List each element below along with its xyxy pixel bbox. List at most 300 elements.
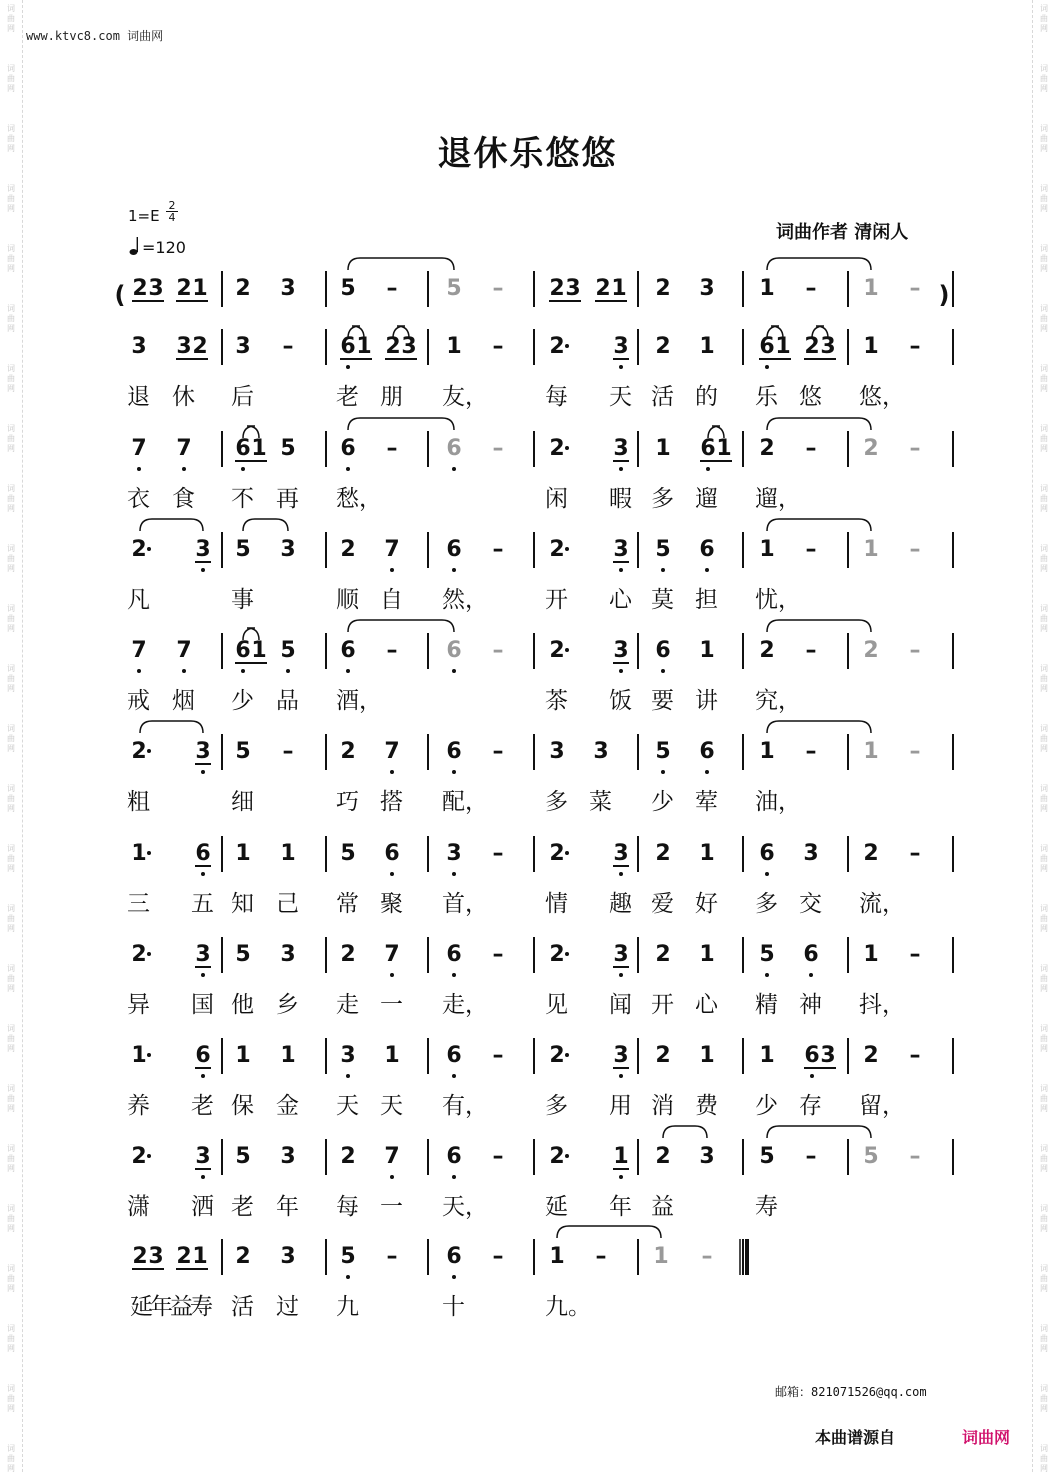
lyric-word: 老: [191, 1093, 214, 1119]
note-digit: 2: [131, 942, 147, 967]
lyric-word: 益: [651, 1194, 674, 1220]
watermark-text: 词 曲 网: [1040, 304, 1048, 333]
note-digit: 3: [195, 942, 211, 967]
note-digit: 3: [280, 942, 296, 967]
augmentation-dot: [147, 851, 151, 855]
note-digit: 3: [280, 1144, 296, 1169]
note-digit: 2: [549, 942, 565, 967]
lyric-word: 闻: [609, 992, 632, 1018]
dash-extension: –: [701, 1244, 713, 1269]
octave-dot-below: [765, 973, 769, 977]
lyric-word: 多: [545, 789, 568, 815]
note-digit: 3: [280, 276, 296, 301]
note-digit: 3: [195, 537, 211, 562]
watermark-text: 词 曲 网: [7, 1324, 15, 1353]
lyric-word: 担: [695, 587, 718, 613]
watermark-text: 词 曲 网: [1040, 124, 1048, 153]
lyric-word: 遛，: [755, 486, 801, 512]
octave-dot-below: [346, 669, 350, 673]
lyric-word: 多: [755, 891, 778, 917]
note-digit: 6: [340, 334, 356, 359]
note-digit: 2: [655, 942, 671, 967]
octave-dot-below: [346, 467, 350, 471]
watermark-text: 词 曲 网: [7, 664, 15, 693]
octave-dot-below: [619, 467, 623, 471]
octave-dot-below: [452, 1074, 456, 1078]
octave-dot-below: [619, 1074, 623, 1078]
note-digit: 1: [863, 537, 879, 562]
note-digit: 1: [384, 1043, 400, 1068]
dash-extension: –: [492, 1043, 504, 1068]
octave-dot-below: [241, 669, 245, 673]
note-digit: 3: [820, 334, 836, 359]
note-digit: 3: [235, 334, 251, 359]
lyric-word: 遛: [695, 486, 718, 512]
octave-dot-below: [390, 973, 394, 977]
tempo-marking: =120: [142, 238, 186, 257]
octave-dot-below: [346, 365, 350, 369]
dash-extension: –: [805, 638, 817, 663]
lyric-word: 一: [380, 992, 403, 1018]
watermark-text: 词 曲 网: [1040, 244, 1048, 273]
note-digit: 6: [446, 1244, 462, 1269]
note-digit: 6: [699, 537, 715, 562]
note-digit: 5: [863, 1144, 879, 1169]
augmentation-dot: [147, 1154, 151, 1158]
tie-slur: [243, 519, 288, 531]
note-digit: 7: [384, 1144, 400, 1169]
lyric-word: 存: [799, 1093, 822, 1119]
lyric-word: 聚: [380, 891, 403, 917]
dash-extension: –: [909, 276, 921, 301]
note-digit: 1: [655, 436, 671, 461]
lyric-word: 每: [336, 1194, 359, 1220]
note-digit: 5: [280, 638, 296, 663]
watermark-text: 词 曲 网: [7, 964, 15, 993]
dash-extension: –: [282, 334, 294, 359]
augmentation-dot: [147, 952, 151, 956]
augmentation-dot: [147, 749, 151, 753]
octave-dot-below: [452, 467, 456, 471]
tie-slur: [348, 258, 454, 270]
lyric-word: 天: [380, 1093, 403, 1119]
note-digit: 2: [863, 436, 879, 461]
watermark-text: 词 曲 网: [1040, 604, 1048, 633]
note-digit: 3: [699, 276, 715, 301]
note-digit: 5: [759, 1144, 775, 1169]
open-parenthesis: (: [114, 281, 126, 309]
tie-slur: [767, 620, 871, 632]
lyric-word: 粗: [127, 789, 150, 815]
lyric-word: 后: [231, 384, 254, 410]
note-digit: 6: [446, 739, 462, 764]
note-digit: 2: [804, 334, 820, 359]
note-digit: 2: [340, 739, 356, 764]
note-digit: 2: [759, 638, 775, 663]
octave-dot-below: [286, 669, 290, 673]
lyric-word: 流，: [859, 891, 905, 917]
note-digit: 6: [446, 1043, 462, 1068]
lyric-word: 乡: [276, 992, 299, 1018]
lyric-word: 再: [276, 486, 299, 512]
octave-dot-below: [705, 770, 709, 774]
lyric-word: 品: [276, 688, 299, 714]
lyric-word: 暇: [609, 486, 632, 512]
note-digit: 2: [132, 1244, 148, 1269]
octave-dot-below: [661, 568, 665, 572]
dash-extension: –: [492, 638, 504, 663]
note-digit: 1: [863, 334, 879, 359]
watermark-text: 词 曲 网: [1040, 664, 1048, 693]
watermark-text: 词 曲 网: [1040, 184, 1048, 213]
lyric-word: 烟: [172, 688, 195, 714]
note-digit: 6: [446, 942, 462, 967]
note-digit: 3: [401, 334, 417, 359]
dash-extension: –: [492, 1244, 504, 1269]
watermark-text: 词 曲 网: [7, 1384, 15, 1413]
dash-extension: –: [909, 537, 921, 562]
note-digit: 2: [131, 739, 147, 764]
note-digit: 3: [195, 739, 211, 764]
note-digit: 7: [176, 638, 192, 663]
octave-dot-below: [452, 973, 456, 977]
watermark-text: 词 曲 网: [7, 784, 15, 813]
note-digit: 1: [131, 1043, 147, 1068]
lyric-word: 活: [231, 1294, 254, 1320]
note-digit: 2: [863, 638, 879, 663]
key-signature: 1=E: [128, 207, 160, 225]
lyric-word: 搭: [380, 789, 403, 815]
octave-dot-below: [661, 770, 665, 774]
lyric-word: 用: [609, 1093, 632, 1119]
octave-dot-below: [201, 973, 205, 977]
octave-dot-below: [241, 467, 245, 471]
note-digit: 5: [280, 436, 296, 461]
octave-dot-below: [619, 669, 623, 673]
lyric-word: 多: [651, 486, 674, 512]
note-digit: 2: [235, 1244, 251, 1269]
lyric-word: 天: [609, 384, 632, 410]
dash-extension: –: [492, 276, 504, 301]
octave-dot-below: [390, 568, 394, 572]
lyric-word: 少: [755, 1093, 778, 1119]
dash-extension: –: [805, 739, 817, 764]
note-digit: 5: [759, 942, 775, 967]
lyric-word: 事: [231, 587, 254, 613]
watermark-text: 词 曲 网: [7, 304, 15, 333]
lyric-word: 配，: [442, 789, 488, 815]
octave-dot-below: [619, 872, 623, 876]
lyric-word: 常: [336, 891, 359, 917]
note-digit: 6: [804, 1043, 820, 1068]
note-digit: 6: [384, 841, 400, 866]
lyric-word: 潇: [127, 1194, 150, 1220]
lyric-word: 神: [799, 992, 822, 1018]
note-digit: 1: [653, 1244, 669, 1269]
dash-extension: –: [909, 638, 921, 663]
note-digit: 3: [280, 1244, 296, 1269]
lyric-word: 异: [127, 992, 150, 1018]
dash-extension: –: [595, 1244, 607, 1269]
note-digit: 1: [235, 1043, 251, 1068]
lyric-word: 情: [545, 891, 568, 917]
note-digit: 2: [655, 1144, 671, 1169]
lyric-word: 茶: [545, 688, 568, 714]
note-digit: 1: [192, 1244, 208, 1269]
lyric-word: 食: [172, 486, 195, 512]
watermark-text: 词 曲 网: [7, 1084, 15, 1113]
note-digit: 3: [613, 638, 629, 663]
watermark-text: 词 曲 网: [1040, 544, 1048, 573]
note-digit: 1: [699, 942, 715, 967]
note-digit: 2: [549, 537, 565, 562]
watermark-text: 词 曲 网: [1040, 424, 1048, 453]
watermark-text: 词 曲 网: [7, 424, 15, 453]
note-digit: 1: [759, 739, 775, 764]
note-digit: 2: [340, 537, 356, 562]
note-digit: 2: [759, 436, 775, 461]
octave-dot-below: [390, 770, 394, 774]
lyric-word: 细: [231, 789, 254, 815]
note-digit: 3: [280, 537, 296, 562]
tie-slur: [140, 721, 203, 733]
note-digit: 6: [235, 638, 251, 663]
note-digit: 2: [131, 1144, 147, 1169]
lyric-word: 然，: [442, 587, 488, 613]
lyric-word: 愁，: [336, 486, 382, 512]
watermark-text: 词 曲 网: [1040, 4, 1048, 33]
note-digit: 3: [699, 1144, 715, 1169]
lyric-word: 过: [276, 1294, 299, 1320]
note-digit: 6: [235, 436, 251, 461]
tie-slur: [767, 519, 871, 531]
note-digit: 5: [235, 537, 251, 562]
watermark-text: 词 曲 网: [7, 724, 15, 753]
lyric-word: 九: [336, 1294, 359, 1320]
note-digit: 6: [446, 537, 462, 562]
lyric-word: 菜: [589, 789, 612, 815]
lyric-word: 寿: [755, 1194, 778, 1220]
note-digit: 7: [384, 537, 400, 562]
note-digit: 3: [613, 1043, 629, 1068]
lyric-word: 他: [231, 992, 254, 1018]
octave-dot-below: [201, 1074, 205, 1078]
octave-dot-below: [201, 1175, 205, 1179]
lyric-word: 心: [609, 587, 632, 613]
note-digit: 2: [385, 334, 401, 359]
note-digit: 1: [775, 334, 791, 359]
note-digit: 2: [176, 1244, 192, 1269]
octave-dot-below: [452, 770, 456, 774]
lyric-word: 讲: [695, 688, 718, 714]
note-digit: 3: [565, 276, 581, 301]
octave-dot-below: [705, 568, 709, 572]
lyric-word: 交: [799, 891, 822, 917]
note-digit: 3: [148, 276, 164, 301]
watermark-text: 词 曲 网: [1040, 364, 1048, 393]
note-digit: 5: [235, 739, 251, 764]
lyric-word: 悠: [799, 384, 822, 410]
tie-slur: [348, 620, 454, 632]
octave-dot-below: [201, 872, 205, 876]
note-digit: 2: [340, 1144, 356, 1169]
note-digit: 2: [655, 334, 671, 359]
site-url: www.ktvc8.com 词曲网: [26, 29, 164, 43]
note-digit: 1: [280, 841, 296, 866]
tie-slur: [348, 418, 454, 430]
octave-dot-below: [619, 568, 623, 572]
note-digit: 6: [655, 638, 671, 663]
octave-dot-below: [137, 669, 141, 673]
note-digit: 2: [192, 334, 208, 359]
octave-dot-below: [810, 1074, 814, 1078]
octave-dot-below: [809, 973, 813, 977]
note-digit: 1: [699, 638, 715, 663]
lyric-word: 少: [651, 789, 674, 815]
octave-dot-below: [661, 669, 665, 673]
note-digit: 2: [863, 841, 879, 866]
lyric-word: 国: [191, 992, 214, 1018]
note-digit: 7: [384, 739, 400, 764]
dash-extension: –: [492, 436, 504, 461]
note-digit: 2: [549, 436, 565, 461]
note-digit: 2: [549, 1144, 565, 1169]
note-digit: 3: [176, 334, 192, 359]
note-digit: 5: [235, 1144, 251, 1169]
lyric-word: 休: [172, 384, 195, 410]
dash-extension: –: [492, 1144, 504, 1169]
note-digit: 1: [863, 739, 879, 764]
note-digit: 3: [446, 841, 462, 866]
note-digit: 1: [251, 638, 267, 663]
lyric-word: 凡: [127, 587, 150, 613]
lyric-word: 知: [231, 891, 254, 917]
tie-slur: [663, 1126, 707, 1138]
watermark-text: 词 曲 网: [7, 184, 15, 213]
octave-dot-below: [706, 467, 710, 471]
dash-extension: –: [805, 276, 817, 301]
lyric-word: 好: [695, 891, 718, 917]
note-digit: 1: [192, 276, 208, 301]
note-digit: 6: [759, 334, 775, 359]
octave-dot-below: [390, 1175, 394, 1179]
watermark-text: 词 曲 网: [7, 4, 15, 33]
watermark-text: 词 曲 网: [1040, 784, 1048, 813]
lyric-word: 究，: [755, 688, 801, 714]
lyric-word: 见: [545, 992, 568, 1018]
octave-dot-below: [137, 467, 141, 471]
note-digit: 1: [699, 334, 715, 359]
dash-extension: –: [492, 334, 504, 359]
lyric-word: 每: [545, 384, 568, 410]
augmentation-dot: [565, 1154, 569, 1158]
dash-extension: –: [909, 1144, 921, 1169]
note-digit: 2: [131, 537, 147, 562]
lyric-word: 自: [380, 587, 403, 613]
lyric-word: 九。: [545, 1294, 591, 1320]
lyric-word: 开: [545, 587, 568, 613]
lyric-word: 油，: [755, 789, 801, 815]
lyric-word: 多: [545, 1093, 568, 1119]
note-digit: 6: [446, 436, 462, 461]
note-digit: 6: [340, 436, 356, 461]
lyric-word: 有，: [442, 1093, 488, 1119]
octave-dot-below: [390, 872, 394, 876]
lyric-word: 留，: [859, 1093, 905, 1119]
dash-extension: –: [492, 942, 504, 967]
note-digit: 6: [195, 841, 211, 866]
note-digit: 2: [655, 1043, 671, 1068]
note-digit: 1: [356, 334, 372, 359]
lyric-word: 洒: [191, 1194, 214, 1220]
note-digit: 2: [235, 276, 251, 301]
lyric-word: 消: [651, 1093, 674, 1119]
lyric-word: 乐: [755, 384, 778, 410]
song-title: 退休乐悠悠: [437, 134, 618, 174]
time-numerator: 2: [166, 200, 178, 212]
time-denominator: 4: [168, 211, 176, 224]
augmentation-dot: [147, 547, 151, 551]
octave-dot-below: [201, 568, 205, 572]
dash-extension: –: [492, 739, 504, 764]
note-digit: 1: [759, 1043, 775, 1068]
note-digit: 2: [863, 1043, 879, 1068]
note-digit: 6: [759, 841, 775, 866]
dash-extension: –: [909, 942, 921, 967]
note-digit: 1: [235, 841, 251, 866]
lyric-word: 天: [336, 1093, 359, 1119]
tie-slur: [767, 1126, 871, 1138]
watermark-text: 词 曲 网: [7, 1204, 15, 1233]
lyric-word: 开: [651, 992, 674, 1018]
augmentation-dot: [565, 547, 569, 551]
note-digit: 5: [446, 276, 462, 301]
note-digit: 6: [340, 638, 356, 663]
watermark-text: 词 曲 网: [1040, 64, 1048, 93]
lyric-word: 保: [231, 1093, 254, 1119]
lyric-word: 延年益寿: [130, 1294, 210, 1320]
lyric-word: 走: [336, 992, 359, 1018]
brand-name: 词曲网: [962, 1428, 1011, 1447]
dash-extension: –: [909, 841, 921, 866]
note-digit: 3: [593, 739, 609, 764]
note-digit: 1: [863, 276, 879, 301]
octave-dot-below: [182, 467, 186, 471]
lyric-word: 忧，: [755, 587, 801, 613]
note-digit: 1: [251, 436, 267, 461]
watermark-text: 词 曲 网: [1040, 1204, 1048, 1233]
note-digit: 3: [148, 1244, 164, 1269]
note-digit: 3: [549, 739, 565, 764]
lyric-word: 一: [380, 1194, 403, 1220]
lyric-word: 要: [651, 688, 674, 714]
lyric-word: 悠，: [859, 384, 905, 410]
octave-dot-below: [201, 770, 205, 774]
note-digit: 7: [384, 942, 400, 967]
note-digit: 3: [613, 942, 629, 967]
watermark-text: 词 曲 网: [1040, 904, 1048, 933]
tie-slur: [767, 721, 871, 733]
note-digit: 6: [446, 638, 462, 663]
lyric-word: 莫: [651, 587, 674, 613]
note-digit: 7: [131, 436, 147, 461]
lyric-word: 十: [442, 1294, 465, 1320]
octave-dot-below: [619, 365, 623, 369]
note-digit: 2: [549, 334, 565, 359]
note-digit: 5: [340, 276, 356, 301]
watermark-text: 词 曲 网: [7, 484, 15, 513]
lyric-word: 抖，: [859, 992, 905, 1018]
